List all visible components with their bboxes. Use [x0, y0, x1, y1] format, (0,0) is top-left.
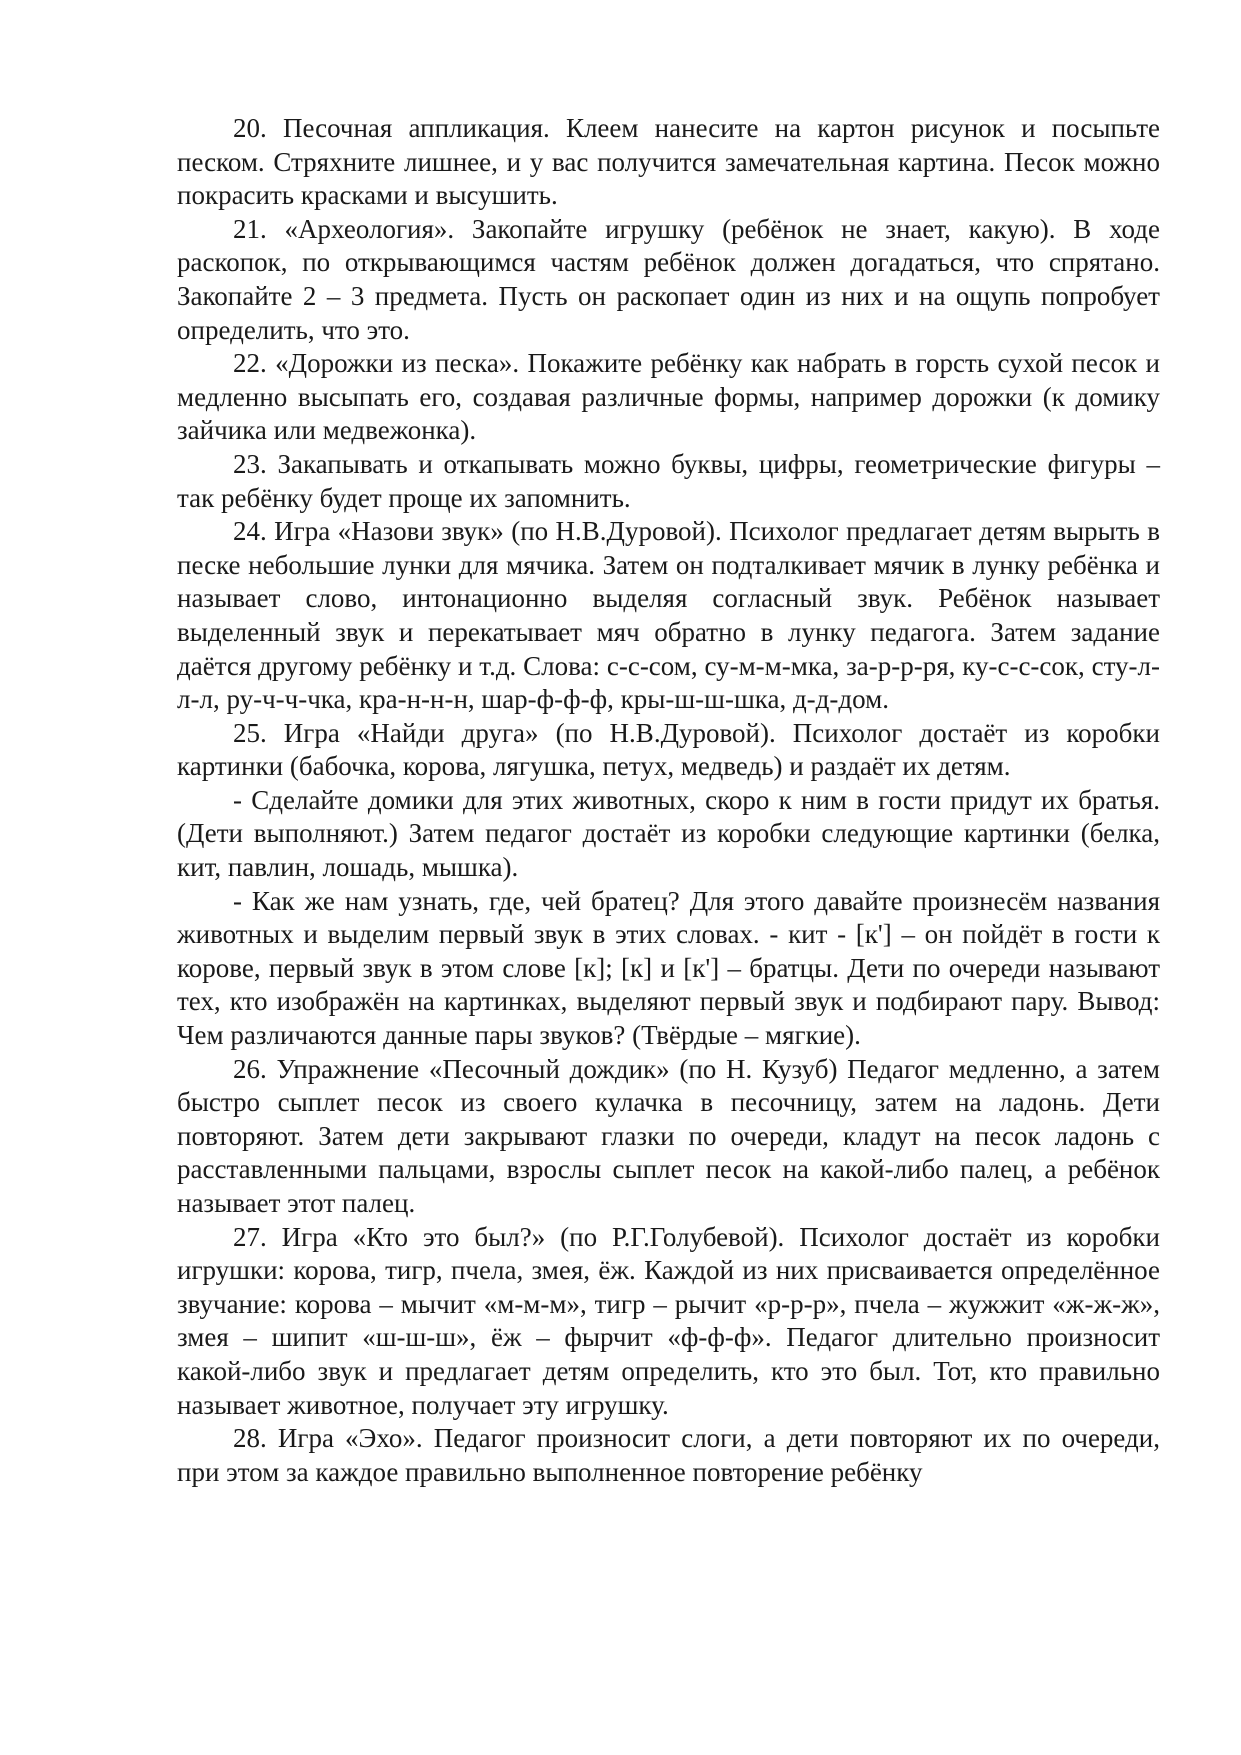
- paragraph-21: 21. «Археология». Закопайте игрушку (ребёнок не знает, какую). В ходе раскопок, по открывающимся частям ребёнок должен догадаться, что спрятано. Закопайте 2 – 3 предмета. Пусть он раскопает один из них и на ощупь попробует определить, что это.: [177, 213, 1160, 345]
- paragraph-27: 27. Игра «Кто это был?» (по Р.Г.Голубевой). Психолог достаёт из коробки игрушки: корова, тигр, пчела, змея, ёж. Каждой из них присваивается определённое звучание: корова – мычит «м-м-м», тигр – рычит «р-р-р», пчела – жужжит «ж-ж-ж», змея – шипит «ш-ш-ш», ёж – фырчит «ф-ф-ф». Педагог длительно произносит какой-либо звук и предлагает детям определить, кто это был. Тот, кто правильно называет животное, получает эту игрушку.: [177, 1221, 1160, 1420]
- paragraph-26: 26. Упражнение «Песочный дождик» (по Н. Кузуб) Педагог медленно, а затем быстро сыплет песок из своего кулачка в песочницу, затем на ладонь. Дети повторяют. Затем дети закрывают глазки по очереди, кладут на песок ладонь с расставленными пальцами, взрослы сыплет песок на какой-либо палец, а ребёнок называет этот палец.: [177, 1053, 1160, 1218]
- paragraph-25-dialogue-2: - Как же нам узнать, где, чей братец? Для этого давайте произнесём названия животных и выделим первый звук в этих словах. - кит - [к'] – он пойдёт в гости к корове, первый звук в этом слове [к]; [к] и [к'] – братцы. Дети по очереди называют тех, кто изображён на картинках, выделяют первый звук и подбирают пару. Вывод: Чем различаются данные пары звуков? (Твёрдые – мягкие).: [177, 885, 1160, 1051]
- paragraph-23: 23. Закапывать и откапывать можно буквы, цифры, геометрические фигуры – так ребёнку будет проще их запомнить.: [177, 448, 1160, 513]
- paragraph-24: 24. Игра «Назови звук» (по Н.В.Дуровой). Психолог предлагает детям вырыть в песке небольшие лунки для мячика. Затем он подталкивает мячик в лунку ребёнка и называет слово, интонационно выделяя согласный звук. Ребёнок называет выделенный звук и перекатывает мяч обратно в лунку педагога. Затем задание даётся другому ребёнку и т.д. Слова: с-с-сом, су-м-м-мка, за-р-р-ря, ку-с-с-сок, сту-л-л-л, ру-ч-ч-чка, кра-н-н-н, шар-ф-ф-ф, кры-ш-ш-шка, д-д-дом.: [177, 516, 1160, 715]
- paragraph-20: 20. Песочная аппликация. Клеем нанесите на картон рисунок и посыпьте песком. Стряхните лишнее, и у вас получится замечательная картина. Песок можно покрасить красками и высушить.: [177, 113, 1160, 211]
- paragraph-28: 28. Игра «Эхо». Педагог произносит слоги, а дети повторяют их по очереди, при этом за каждое правильно выполненное повторение ребёнку: [177, 1423, 1160, 1487]
- paragraph-22: 22. «Дорожки из песка». Покажите ребёнку как набрать в горсть сухой песок и медленно высыпать его, создавая различные формы, например дорожки (к домику зайчика или медвежонка).: [177, 348, 1160, 446]
- document-page: [177, 112, 1160, 1489]
- paragraph-25-dialogue-1: - Сделайте домики для этих животных, скоро к ним в гости придут их братья. (Дети выполняют.) Затем педагог достаёт из коробки следующие картинки (белка, кит, павлин, лошадь, мышка).: [177, 784, 1160, 883]
- paragraph-25: 25. Игра «Найди друга» (по Н.В.Дуровой). Психолог достаёт из коробки картинки (бабочка, корова, лягушка, петух, медведь) и раздаёт их детям.: [177, 717, 1160, 782]
